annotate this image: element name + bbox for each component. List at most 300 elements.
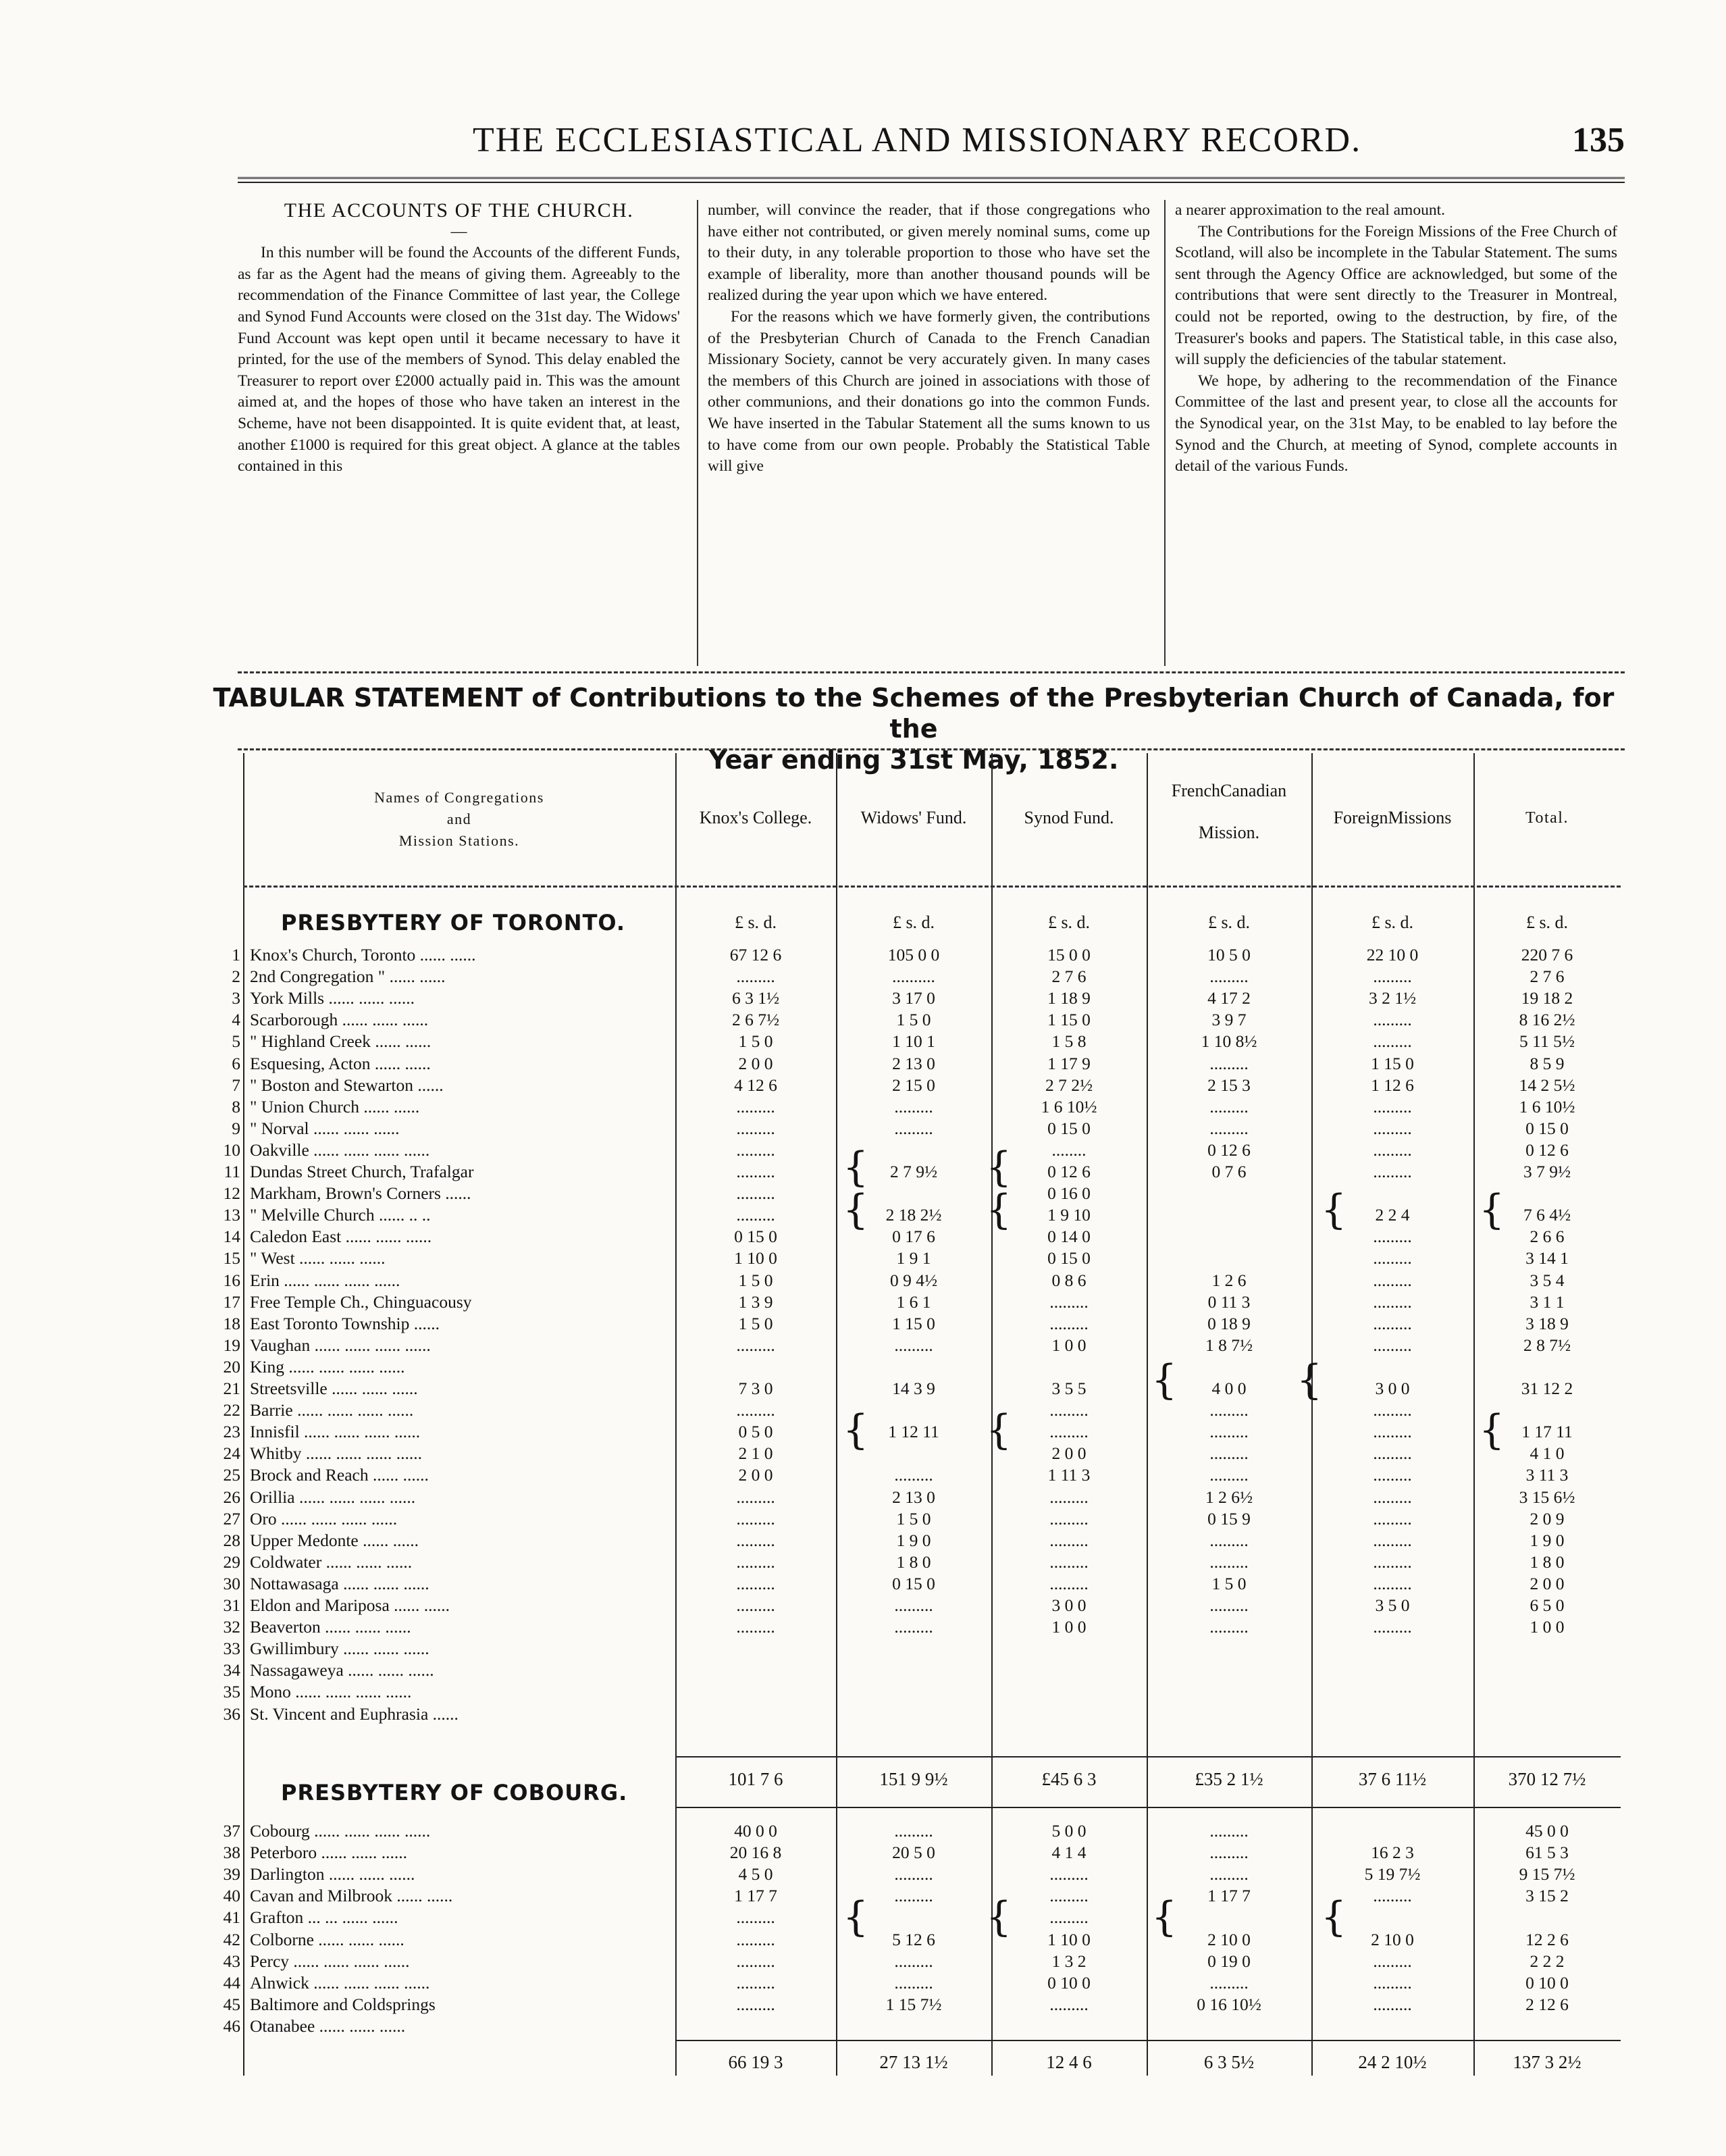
header-names-line-2: and xyxy=(446,811,472,827)
subtotal-rule xyxy=(675,2040,1621,2041)
foreign-missions-cell: ......... xyxy=(1373,1487,1412,1507)
french-mission-cell: 2 10 0 xyxy=(1207,1929,1251,1949)
widows-fund-cell: ......... xyxy=(894,1864,933,1884)
widows-fund-cell: 3 17 0 xyxy=(892,988,935,1008)
congregation-name: Otanabee ...... ...... ...... xyxy=(250,2016,406,2036)
widows-fund-cell: 2 7 9½ xyxy=(889,1162,938,1181)
congregation-name: East Toronto Township ...... xyxy=(250,1313,440,1333)
synod-fund-cell: ......... xyxy=(1049,1886,1089,1906)
synod-fund-cell: 1 9 10 xyxy=(1047,1205,1091,1225)
brace-mark: { xyxy=(1479,1406,1505,1454)
total-cell: 4 1 0 xyxy=(1529,1443,1565,1464)
widows-fund-cell: 1 10 1 xyxy=(892,1031,935,1052)
article-column-1 xyxy=(238,200,680,478)
synod-fund-cell: 3 0 0 xyxy=(1051,1595,1087,1615)
congregation-name: Knox's Church, Toronto ...... ...... xyxy=(250,945,476,965)
foreign-missions-cell: 2 2 4 xyxy=(1375,1205,1410,1225)
knox-college-cell: 0 15 0 xyxy=(734,1227,777,1247)
paragraph: The Contributions for the Foreign Missions of the Free Church of Scotland, will also be incomplete in the Tabular Statement. The sums sent through the Agency Office are acknowledged, but some of the contributions that were sent directly to the Treasurer in Montreal, could not be reported, owing to the destruction, by fire, of the Treasurer's books and papers. The Statistical table, in this case also, will supply the deficiencies of the tabular statement. xyxy=(1175,222,1617,369)
widows-fund-cell: 1 15 0 xyxy=(892,1313,935,1333)
header-french-line-2: Mission. xyxy=(1198,823,1260,842)
knox-college-cell: ......... xyxy=(736,967,775,987)
congregation-name: Baltimore and Coldsprings xyxy=(250,1994,436,2014)
french-mission-cell: 2 15 3 xyxy=(1207,1075,1251,1095)
presbytery-title-toronto: PRESBYTERY OF TORONTO. xyxy=(281,910,626,935)
synod-fund-cell: ......... xyxy=(1049,1291,1089,1312)
table-row xyxy=(232,1096,1621,1118)
knox-college-cell: 1 5 0 xyxy=(738,1313,773,1333)
congregation-name: Oakville ...... ...... ...... ...... xyxy=(250,1139,430,1160)
congregation-name: Darlington ...... ...... ...... xyxy=(250,1864,415,1884)
table-row xyxy=(223,1204,1621,1226)
congregation-name: King ...... ...... ...... ...... xyxy=(250,1356,405,1377)
french-mission-cell: ......... xyxy=(1209,1595,1249,1615)
unit-label: £ s. d. xyxy=(1207,913,1251,932)
congregation-name: Dundas Street Church, Trafalgar xyxy=(250,1162,474,1181)
synod-fund-cell: 0 12 6 xyxy=(1047,1162,1091,1181)
foreign-missions-cell: ......... xyxy=(1373,1422,1412,1442)
french-mission-cell: ......... xyxy=(1209,1530,1249,1550)
unit-label: £ s. d. xyxy=(1047,913,1091,932)
congregation-name: Barrie ...... ...... ...... ...... xyxy=(250,1400,414,1420)
table-title-line-1: TABULAR STATEMENT of Contributions to the Schemes of the Presbyterian Church of Canada, for the xyxy=(213,683,1615,744)
synod-fund-cell: ......... xyxy=(1049,1508,1089,1529)
congregation-name: Vaughan ...... ...... ...... ...... xyxy=(250,1335,431,1355)
foreign-missions-cell: ......... xyxy=(1373,1994,1412,2014)
foreign-missions-cell: ......... xyxy=(1373,1291,1412,1312)
table-row xyxy=(224,1161,1621,1183)
header-rule xyxy=(243,886,1621,888)
french-mission-cell: 10 5 0 xyxy=(1207,945,1251,965)
congregation-name: Colborne ...... ...... ...... xyxy=(250,1929,404,1949)
foreign-missions-cell: ......... xyxy=(1373,1530,1412,1550)
congregation-name: St. Vincent and Euphrasia ...... xyxy=(250,1703,459,1724)
presbytery-title-cobourg: PRESBYTERY OF COBOURG. xyxy=(281,1780,628,1805)
synod-fund-cell: ......... xyxy=(1049,1400,1089,1420)
foreign-missions-cell: ......... xyxy=(1373,1313,1412,1333)
brace-mark: { xyxy=(843,1893,869,1941)
widows-fund-cell: 1 5 0 xyxy=(896,1508,931,1529)
foreign-missions-cell: 22 10 0 xyxy=(1366,945,1419,965)
table-row xyxy=(232,944,1621,966)
foreign-missions-cell: ......... xyxy=(1373,1508,1412,1529)
total-cell: 7 6 4½ xyxy=(1523,1205,1571,1225)
congregation-name: Coldwater ...... ...... ...... xyxy=(250,1551,413,1572)
congregation-name: Markham, Brown's Corners ...... xyxy=(250,1183,471,1204)
congregation-name: " Norval ...... ...... ...... xyxy=(250,1118,400,1138)
congregation-name: Gwillimbury ...... ...... ...... xyxy=(250,1639,429,1659)
row-number: 39 xyxy=(223,1864,240,1884)
total-cell: 45 0 0 xyxy=(1525,1821,1569,1841)
row-number: 25 xyxy=(223,1465,240,1485)
table-row xyxy=(223,1335,1621,1356)
table-top-rule xyxy=(238,748,1625,750)
knox-college-cell: ......... xyxy=(736,1595,775,1615)
total-cell: 1 6 10½ xyxy=(1519,1096,1575,1116)
french-mission-cell: 0 7 6 xyxy=(1211,1162,1247,1181)
congregation-name: Brock and Reach ...... ...... xyxy=(250,1465,429,1485)
table-row xyxy=(223,1885,1621,1907)
knox-college-cell: 101 7 6 xyxy=(728,1769,783,1789)
paragraph: We hope, by adhering to the recommendation of the Finance Committee of the last and present year, to close all the accounts for the Synodical year, on the 31st May, to be enabled to lay before the Synod and the Church, at meeting of Synod, complete accounts in detail of the various Funds. xyxy=(1175,371,1617,476)
header-french xyxy=(1147,780,1311,844)
table-row xyxy=(223,1270,1621,1291)
foreign-missions-cell: 1 15 0 xyxy=(1371,1053,1414,1073)
row-number: 29 xyxy=(223,1551,240,1572)
widows-fund-cell: 27 13 1½ xyxy=(879,2052,948,2072)
foreign-missions-cell: ......... xyxy=(1373,1162,1412,1181)
widows-fund-cell: 0 9 4½ xyxy=(889,1270,938,1290)
knox-college-cell: 4 5 0 xyxy=(738,1864,773,1884)
table-row xyxy=(223,1487,1621,1508)
article-column-2 xyxy=(708,200,1150,478)
table-row xyxy=(223,1378,1621,1400)
french-mission-cell: ......... xyxy=(1209,1864,1249,1884)
table-row xyxy=(223,1443,1621,1464)
french-mission-cell: ......... xyxy=(1209,1551,1249,1572)
knox-college-cell: 1 5 0 xyxy=(738,1270,773,1290)
table-row xyxy=(223,1907,1621,1928)
subtotal-rule xyxy=(675,1807,1621,1808)
row-number: 6 xyxy=(232,1053,240,1073)
brace-mark: { xyxy=(843,1144,869,1191)
congregation-name: Upper Medonte ...... ...... xyxy=(250,1530,419,1550)
knox-college-cell: ......... xyxy=(736,1551,775,1572)
widows-fund-cell: ......... xyxy=(894,1595,933,1615)
congregation-name: Alnwick ...... ...... ...... ...... xyxy=(250,1972,430,1993)
knox-college-cell: ......... xyxy=(736,1139,775,1160)
row-number: 21 xyxy=(223,1379,240,1398)
foreign-missions-cell: ......... xyxy=(1373,1972,1412,1993)
row-number: 27 xyxy=(223,1508,240,1529)
row-number: 33 xyxy=(223,1639,240,1659)
knox-college-cell: 40 0 0 xyxy=(734,1821,777,1841)
knox-college-cell: ......... xyxy=(736,1972,775,1993)
total-cell: 19 18 2 xyxy=(1521,988,1573,1008)
row-number: 37 xyxy=(223,1821,240,1841)
foreign-missions-cell: ......... xyxy=(1373,1335,1412,1355)
header-names-line-3: Mission Stations. xyxy=(398,832,520,849)
synod-fund-cell: 1 0 0 xyxy=(1051,1335,1087,1355)
row-number: 40 xyxy=(223,1886,240,1906)
widows-fund-cell: 1 15 7½ xyxy=(885,1994,942,2014)
unit-label: £ s. d. xyxy=(734,913,777,932)
table-row xyxy=(223,1400,1621,1421)
table-row xyxy=(223,1951,1621,1972)
row-number: 31 xyxy=(223,1595,240,1615)
congregation-name: Cobourg ...... ...... ...... ...... xyxy=(250,1821,431,1841)
synod-fund-cell: 15 0 0 xyxy=(1047,945,1091,965)
congregation-name: " Union Church ...... ...... xyxy=(250,1096,420,1116)
total-cell: 3 5 4 xyxy=(1529,1270,1565,1290)
total-cell: 2 2 2 xyxy=(1529,1951,1565,1971)
total-cell: 8 5 9 xyxy=(1529,1053,1565,1073)
foreign-missions-cell: ......... xyxy=(1373,1443,1412,1464)
congregation-name: Free Temple Ch., Chinguacousy xyxy=(250,1291,472,1312)
article-column-3 xyxy=(1175,200,1617,478)
widows-fund-cell: 1 9 0 xyxy=(896,1530,931,1550)
header-widows: Widows' Fund. xyxy=(860,808,967,827)
synod-fund-cell: 1 15 0 xyxy=(1047,1010,1091,1030)
congregation-name: " West ...... ...... ...... xyxy=(250,1248,386,1268)
foreign-missions-cell: ......... xyxy=(1373,1031,1412,1052)
synod-fund-cell: 3 5 5 xyxy=(1051,1379,1087,1398)
synod-fund-cell: ......... xyxy=(1049,1487,1089,1507)
table-row xyxy=(223,1929,1621,1951)
knox-college-cell: 2 0 0 xyxy=(738,1053,773,1073)
foreign-missions-cell: 2 10 0 xyxy=(1371,1929,1414,1949)
french-mission-cell: ......... xyxy=(1209,1118,1249,1138)
brace-mark: { xyxy=(1479,1186,1505,1233)
row-number: 45 xyxy=(223,1994,240,2014)
total-cell: 2 0 9 xyxy=(1529,1508,1565,1529)
congregation-name: " Highland Creek ...... ...... xyxy=(250,1031,432,1052)
total-cell: 8 16 2½ xyxy=(1519,1010,1575,1030)
synod-fund-cell: 12 4 6 xyxy=(1046,2052,1092,2072)
row-number: 46 xyxy=(223,2016,240,2036)
total-cell: 5 11 5½ xyxy=(1519,1031,1575,1052)
knox-college-cell: ......... xyxy=(736,1508,775,1529)
brace-mark: { xyxy=(1321,1893,1347,1941)
table-row xyxy=(223,1616,1621,1638)
row-number: 35 xyxy=(223,1682,240,1702)
row-number: 19 xyxy=(223,1335,240,1355)
synod-fund-cell: 1 3 2 xyxy=(1051,1951,1087,1971)
synod-fund-cell: 2 7 2½ xyxy=(1045,1075,1093,1095)
widows-fund-cell: 5 12 6 xyxy=(892,1929,935,1949)
total-cell: 0 12 6 xyxy=(1525,1139,1569,1160)
congregation-name: Peterboro ...... ...... ...... xyxy=(250,1843,408,1863)
brace-mark: { xyxy=(986,1144,1012,1191)
widows-fund-cell: ......... xyxy=(894,1465,933,1485)
synod-fund-cell: 4 1 4 xyxy=(1051,1843,1087,1863)
widows-fund-cell: 1 12 11 xyxy=(888,1422,939,1442)
knox-college-cell: ......... xyxy=(736,1096,775,1116)
french-mission-cell: 1 8 7½ xyxy=(1205,1335,1253,1355)
table-row xyxy=(223,1356,1621,1378)
french-mission-cell: 3 9 7 xyxy=(1211,1010,1247,1030)
foreign-missions-cell: ......... xyxy=(1373,1139,1412,1160)
congregation-name: Beaverton ...... ...... ...... xyxy=(250,1617,411,1637)
row-number: 9 xyxy=(232,1118,240,1138)
french-mission-cell: 1 17 7 xyxy=(1207,1886,1251,1906)
total-cell: 3 15 6½ xyxy=(1519,1487,1575,1507)
row-number: 28 xyxy=(223,1530,240,1550)
congregation-name: Erin ...... ...... ...... ...... xyxy=(250,1270,400,1290)
table-row xyxy=(223,1508,1621,1530)
synod-fund-cell: ......... xyxy=(1049,1994,1089,2014)
table-title-line-2: Year ending 31st May, 1852. xyxy=(708,745,1119,775)
synod-fund-cell: £45 6 3 xyxy=(1041,1769,1097,1789)
knox-college-cell: 1 17 7 xyxy=(734,1886,777,1906)
congregation-name: Streetsville ...... ...... ...... xyxy=(250,1379,418,1398)
total-cell: 6 5 0 xyxy=(1529,1595,1565,1615)
widows-fund-cell: 2 13 0 xyxy=(892,1487,935,1507)
row-number: 5 xyxy=(232,1031,240,1052)
widows-fund-cell: 2 13 0 xyxy=(892,1053,935,1073)
foreign-missions-cell: ......... xyxy=(1373,1617,1412,1637)
total-cell: 1 17 11 xyxy=(1521,1422,1573,1442)
foreign-missions-cell: ......... xyxy=(1373,1951,1412,1971)
row-number: 18 xyxy=(223,1313,240,1333)
knox-college-cell: 2 1 0 xyxy=(738,1443,773,1464)
widows-fund-cell: ......... xyxy=(894,1118,933,1138)
article-heading: THE ACCOUNTS OF THE CHURCH. xyxy=(284,199,634,222)
running-head xyxy=(230,120,1625,168)
table-row xyxy=(232,1075,1621,1096)
foreign-missions-cell: ......... xyxy=(1373,1400,1412,1420)
row-number: 4 xyxy=(232,1010,240,1030)
total-cell: 3 11 3 xyxy=(1525,1465,1569,1485)
knox-college-cell: ......... xyxy=(736,1929,775,1949)
table-row xyxy=(223,1573,1621,1595)
total-cell: 1 9 0 xyxy=(1529,1530,1565,1550)
table-row xyxy=(232,1053,1621,1075)
brace-mark: { xyxy=(1297,1356,1323,1404)
running-title: THE ECCLESIASTICAL AND MISSIONARY RECORD. xyxy=(473,121,1362,159)
knox-college-cell: ......... xyxy=(736,1183,775,1204)
french-mission-cell: ......... xyxy=(1209,1843,1249,1863)
total-cell: 1 8 0 xyxy=(1529,1551,1565,1572)
total-cell: 2 12 6 xyxy=(1525,1994,1569,2014)
widows-fund-cell: .......... xyxy=(892,967,935,987)
total-cell: 2 8 7½ xyxy=(1523,1335,1571,1355)
knox-college-cell: ......... xyxy=(736,1205,775,1225)
total-cell: 2 6 6 xyxy=(1529,1227,1565,1247)
congregation-name: Oro ...... ...... ...... ...... xyxy=(250,1508,398,1529)
paragraph: For the reasons which we have formerly given, the contributions of the Presbyterian Church of Canada to the French Canadian Missionary Society, cannot be very accurately given. In many cases the members of this Church are joined in associations with those of other communions, and their donations go into the common Funds. We have inserted in the Tabular Statement all the sums known to us to have come from our own people. Probably the Statistical Table will give xyxy=(708,307,1150,476)
synod-fund-cell: 2 7 6 xyxy=(1051,967,1087,987)
synod-fund-cell: 0 15 0 xyxy=(1047,1118,1091,1138)
foreign-missions-cell: 5 19 7½ xyxy=(1364,1864,1421,1884)
french-mission-cell: £35 2 1½ xyxy=(1195,1769,1263,1789)
knox-college-cell: ......... xyxy=(736,1573,775,1593)
foreign-missions-cell: 3 2 1½ xyxy=(1368,988,1417,1008)
knox-college-cell: 1 5 0 xyxy=(738,1031,773,1052)
brace-mark: { xyxy=(843,1406,869,1454)
french-mission-cell: 0 15 9 xyxy=(1207,1508,1251,1529)
table-row xyxy=(223,1681,1621,1703)
french-mission-cell: 0 18 9 xyxy=(1207,1313,1251,1333)
total-cell: 137 3 2½ xyxy=(1513,2052,1581,2072)
french-mission-cell: 0 19 0 xyxy=(1207,1951,1251,1971)
header-knox: Knox's College. xyxy=(699,808,812,827)
knox-college-cell: 67 12 6 xyxy=(729,945,782,965)
table-row xyxy=(223,1842,1621,1864)
synod-fund-cell: ......... xyxy=(1049,1422,1089,1442)
row-number: 3 xyxy=(232,988,240,1008)
synod-fund-cell: 0 14 0 xyxy=(1047,1227,1091,1247)
table-row xyxy=(232,1118,1621,1139)
knox-college-cell: ......... xyxy=(736,1162,775,1181)
congregation-name: 2nd Congregation " ...... ...... xyxy=(250,967,446,987)
synod-fund-cell: ........ xyxy=(1051,1139,1087,1160)
widows-fund-cell: ......... xyxy=(894,1951,933,1971)
total-cell: 3 7 9½ xyxy=(1523,1162,1571,1181)
subtotal-row xyxy=(243,2051,1621,2073)
french-mission-cell: ......... xyxy=(1209,1400,1249,1420)
knox-college-cell: 0 5 0 xyxy=(738,1422,773,1442)
table-row xyxy=(223,1660,1621,1681)
total-cell: 3 14 1 xyxy=(1525,1248,1569,1268)
widows-fund-cell: 0 17 6 xyxy=(892,1227,935,1247)
synod-fund-cell: ......... xyxy=(1049,1907,1089,1928)
synod-fund-cell: 2 0 0 xyxy=(1051,1443,1087,1464)
congregation-name: Innisfil ...... ...... ...... ...... xyxy=(250,1422,421,1442)
table-row xyxy=(223,1595,1621,1616)
knox-college-cell: ......... xyxy=(736,1335,775,1355)
total-cell: 61 5 3 xyxy=(1525,1843,1569,1863)
congregation-name: Caledon East ...... ...... ...... xyxy=(250,1227,432,1247)
congregation-name: Cavan and Milbrook ...... ...... xyxy=(250,1886,453,1906)
congregation-name: Nottawasaga ...... ...... ...... xyxy=(250,1573,429,1593)
total-cell: 220 7 6 xyxy=(1521,945,1573,965)
header-french-line-1: FrenchCanadian xyxy=(1171,781,1287,800)
row-number: 44 xyxy=(223,1972,240,1993)
foreign-missions-cell: ......... xyxy=(1373,1573,1412,1593)
congregation-name: " Boston and Stewarton ...... xyxy=(250,1075,444,1095)
knox-college-cell: 66 19 3 xyxy=(728,2052,783,2072)
congregation-name: Orillia ...... ...... ...... ...... xyxy=(250,1487,416,1507)
row-number: 22 xyxy=(223,1400,240,1420)
knox-college-cell: 7 3 0 xyxy=(738,1379,773,1398)
congregation-name: Esquesing, Acton ...... ...... xyxy=(250,1053,431,1073)
header-names xyxy=(257,787,662,852)
knox-college-cell: 1 10 0 xyxy=(734,1248,777,1268)
brace-mark: { xyxy=(843,1186,869,1233)
subtotal-rule xyxy=(675,1756,1621,1757)
header-foreign: ForeignMissions xyxy=(1333,808,1452,827)
congregation-name: Percy ...... ...... ...... ...... xyxy=(250,1951,410,1971)
total-cell: 0 15 0 xyxy=(1525,1118,1569,1138)
synod-fund-cell: 0 8 6 xyxy=(1051,1270,1087,1290)
congregation-name: Scarborough ...... ...... ...... xyxy=(250,1010,429,1030)
french-mission-cell: ......... xyxy=(1209,967,1249,987)
foreign-missions-cell: ......... xyxy=(1373,1096,1412,1116)
total-cell: 1 0 0 xyxy=(1529,1617,1565,1637)
congregation-name: Eldon and Mariposa ...... ...... xyxy=(250,1595,450,1615)
section-rule xyxy=(238,671,1625,673)
header-synod: Synod Fund. xyxy=(1024,808,1114,827)
row-number: 8 xyxy=(232,1096,240,1116)
table-row xyxy=(223,1226,1621,1248)
french-mission-cell: ......... xyxy=(1209,1053,1249,1073)
french-mission-cell: ......... xyxy=(1209,1972,1249,1993)
french-mission-cell: 6 3 5½ xyxy=(1203,2052,1255,2072)
table-row xyxy=(223,1994,1621,2016)
paragraph: number, will convince the reader, that if those congregations who have either not contributed, or given merely nominal sums, come up to their duty, in any tolerable proportion to those who have set the example of liberality, more than another thousand pounds will be realized during the year upon which we have entered. xyxy=(708,201,1150,305)
foreign-missions-cell: 1 12 6 xyxy=(1371,1075,1414,1095)
french-mission-cell: 1 2 6 xyxy=(1211,1270,1247,1290)
total-cell: 0 10 0 xyxy=(1525,1972,1569,1993)
row-number: 16 xyxy=(223,1270,240,1290)
foreign-missions-cell: ......... xyxy=(1373,1118,1412,1138)
synod-fund-cell: ......... xyxy=(1049,1573,1089,1593)
table-row xyxy=(223,1864,1621,1885)
widows-fund-cell: 1 9 1 xyxy=(896,1248,931,1268)
foreign-missions-cell: 3 5 0 xyxy=(1375,1595,1410,1615)
row-number: 10 xyxy=(223,1139,240,1160)
brace-mark: { xyxy=(1321,1186,1347,1233)
synod-fund-cell: ......... xyxy=(1049,1530,1089,1550)
row-number: 26 xyxy=(223,1487,240,1507)
row-number: 30 xyxy=(223,1573,240,1593)
widows-fund-cell: 14 3 9 xyxy=(892,1379,935,1398)
row-number: 38 xyxy=(223,1843,240,1863)
table-row xyxy=(223,1820,1621,1842)
table-row xyxy=(223,1972,1621,1994)
total-cell: 2 7 6 xyxy=(1529,967,1565,987)
